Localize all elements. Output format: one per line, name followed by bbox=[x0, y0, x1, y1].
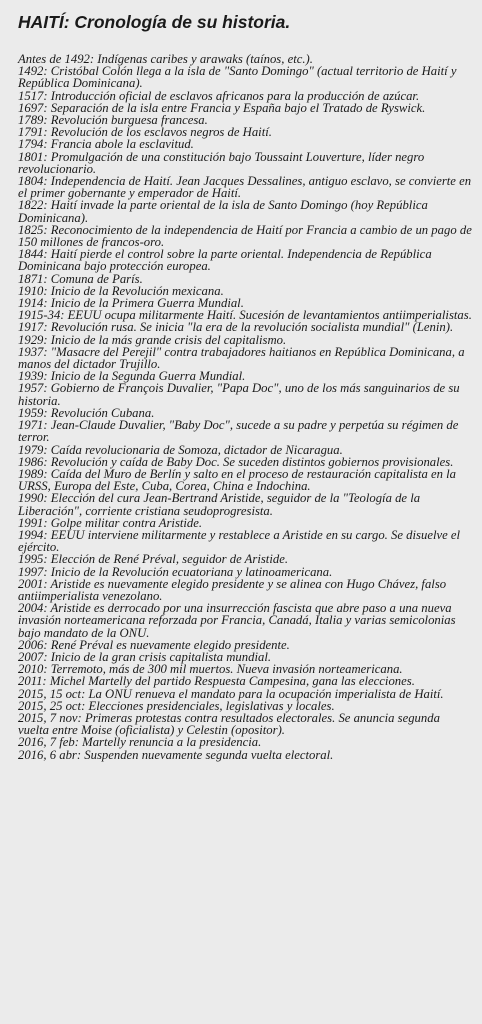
timeline-entry: 1971: Jean-Claude Duvalier, "Baby Doc", sucede a su padre y perpetúa su régimen de terror. bbox=[18, 418, 459, 445]
timeline-entry: 1915-34: EEUU ocupa militarmente Haití. Sucesión de levantamientos antiimperialistas. bbox=[18, 308, 472, 323]
timeline-entry: 2015, 7 nov: Primeras protestas contra resultados electorales. Se anuncia segunda vuelta entre Moise (oficialista) y Celestin (opositor). bbox=[18, 710, 440, 738]
timeline-entry: 1986: Revolución y caída de Baby Doc. Se suceden distintos gobiernos provisionales. bbox=[18, 454, 454, 469]
timeline-entry: Antes de 1492: Indígenas caribes y arawaks (taínos, etc.). bbox=[18, 52, 313, 66]
timeline-entry: 1917: Revolución rusa. Se inicia "la era de la revolución socialista mundial" (Lenin). bbox=[18, 320, 454, 335]
timeline-entry: 1825: Reconocimiento de la independencia de Haití por Francia a cambio de un pago de 150 millones de francos-oro. bbox=[18, 222, 472, 250]
document-title: HAITÍ: Cronología de su historia. bbox=[18, 12, 291, 32]
timeline-entry: 1801: Promulgación de una constitución bajo Toussaint Louverture, líder negro revolucionario. bbox=[18, 149, 425, 176]
timeline-entry: 1997: Inicio de la Revolución ecuatoriana y latinoamericana. bbox=[18, 564, 333, 579]
timeline-entry: 1844: Haití pierde el control sobre la parte oriental. Independencia de República Dominicana bajo protección europea. bbox=[18, 247, 432, 274]
timeline-entry: 2016, 7 feb: Martelly renuncia a la presidencia. bbox=[18, 735, 262, 750]
timeline-entry: 1995: Elección de René Préval, seguidor de Aristide. bbox=[18, 552, 289, 567]
timeline-entry: 1994: EEUU interviene militarmente y restablece a Aristide en su cargo. Se disuelve el ejército. bbox=[18, 527, 461, 555]
timeline-entry: 1910: Inicio de la Revolución mexicana. bbox=[18, 283, 224, 298]
timeline-entry: 1989: Caída del Muro de Berlín y salto en el proceso de restauración capitalista en la URSS, Europa del Este, Cuba, Corea, China e Indochina. bbox=[18, 466, 457, 494]
timeline-list bbox=[14, 53, 472, 761]
timeline-entry: 1979: Caída revolucionaria de Somoza, dictador de Nicaragua. bbox=[18, 442, 343, 457]
timeline-entry: 2006: René Préval es nuevamente elegido presidente. bbox=[18, 637, 290, 652]
timeline-entry: 1959: Revolución Cubana. bbox=[18, 405, 155, 420]
timeline-entry: 2015, 15 oct: La ONU renueva el mandato para la ocupación imperialista de Haití. bbox=[18, 686, 444, 701]
timeline-entry: 2011: Michel Martelly del partido Respuesta Campesina, gana las elecciones. bbox=[18, 674, 415, 689]
timeline-entry: 1957: Gobierno de François Duvalier, "Papa Doc", uno de los más sanguinarios de su historia. bbox=[18, 381, 460, 408]
timeline-entry: 2016, 6 abr: Suspenden nuevamente segunda vuelta electoral. bbox=[18, 747, 334, 762]
timeline-entry: 1990: Elección del cura Jean-Bertrand Aristide, seguidor de la "Teología de la Liberación", corriente cristiana seudoprogresista. bbox=[18, 491, 421, 518]
timeline-entry: 2007: Inicio de la gran crisis capitalista mundial. bbox=[18, 649, 272, 664]
timeline-entry: 1804: Independencia de Haití. Jean Jacques Dessalines, antiguo esclavo, se convierte en el primer gobernante y emperador de Haití. bbox=[18, 174, 472, 201]
timeline-entry: 2015, 25 oct: Elecciones presidenciales, legislativas y locales. bbox=[18, 698, 335, 713]
timeline-entry: 1492: Cristóbal Colón llega a la isla de "Santo Domingo" (actual territorio de Haití y República Dominicana). bbox=[18, 64, 457, 91]
timeline-entry: 1794: Francia abole la esclavitud. bbox=[18, 137, 194, 152]
timeline-entry: 1871: Comuna de París. bbox=[18, 271, 143, 286]
timeline-entry: 1791: Revolución de los esclavos negros de Haití. bbox=[18, 125, 272, 140]
timeline-entry: 1929: Inicio de la más grande crisis del capitalismo. bbox=[18, 332, 287, 347]
timeline-entry: 1937: "Masacre del Perejil" contra trabajadores haitianos en República Dominicana, a manos del dictador Trujillo. bbox=[18, 344, 465, 372]
timeline-entry: 1991: Golpe militar contra Aristide. bbox=[18, 515, 203, 530]
timeline-entry: 2001: Aristide es nuevamente elegido presidente y se alinea con Hugo Chávez, falso antiimperialista venezolano. bbox=[18, 576, 447, 603]
timeline-entry: 1789: Revolución burguesa francesa. bbox=[18, 113, 208, 128]
timeline-entry: 1914: Inicio de la Primera Guerra Mundial. bbox=[18, 296, 244, 311]
timeline-entry: 1697: Separación de la isla entre Francia y España bajo el Tratado de Ryswick. bbox=[18, 100, 426, 115]
timeline-entry: 1517: Introducción oficial de esclavos africanos para la producción de azúcar. bbox=[18, 88, 420, 103]
timeline-entry: 2004: Aristide es derrocado por una insurrección fascista que abre paso a una nueva invasión norteamericana reforzada por Francia, Canadá, Italia y varias semicolonias bajo mandato de la ONU. bbox=[18, 601, 456, 640]
timeline-entry: 1822: Haití invade la parte oriental de la isla de Santo Domingo (hoy República Dominicana). bbox=[18, 198, 428, 225]
timeline-entry: 2010: Terremoto, más de 300 mil muertos. Nueva invasión norteamericana. bbox=[18, 662, 403, 677]
timeline-entry: 1939: Inicio de la Segunda Guerra Mundial. bbox=[18, 369, 246, 384]
